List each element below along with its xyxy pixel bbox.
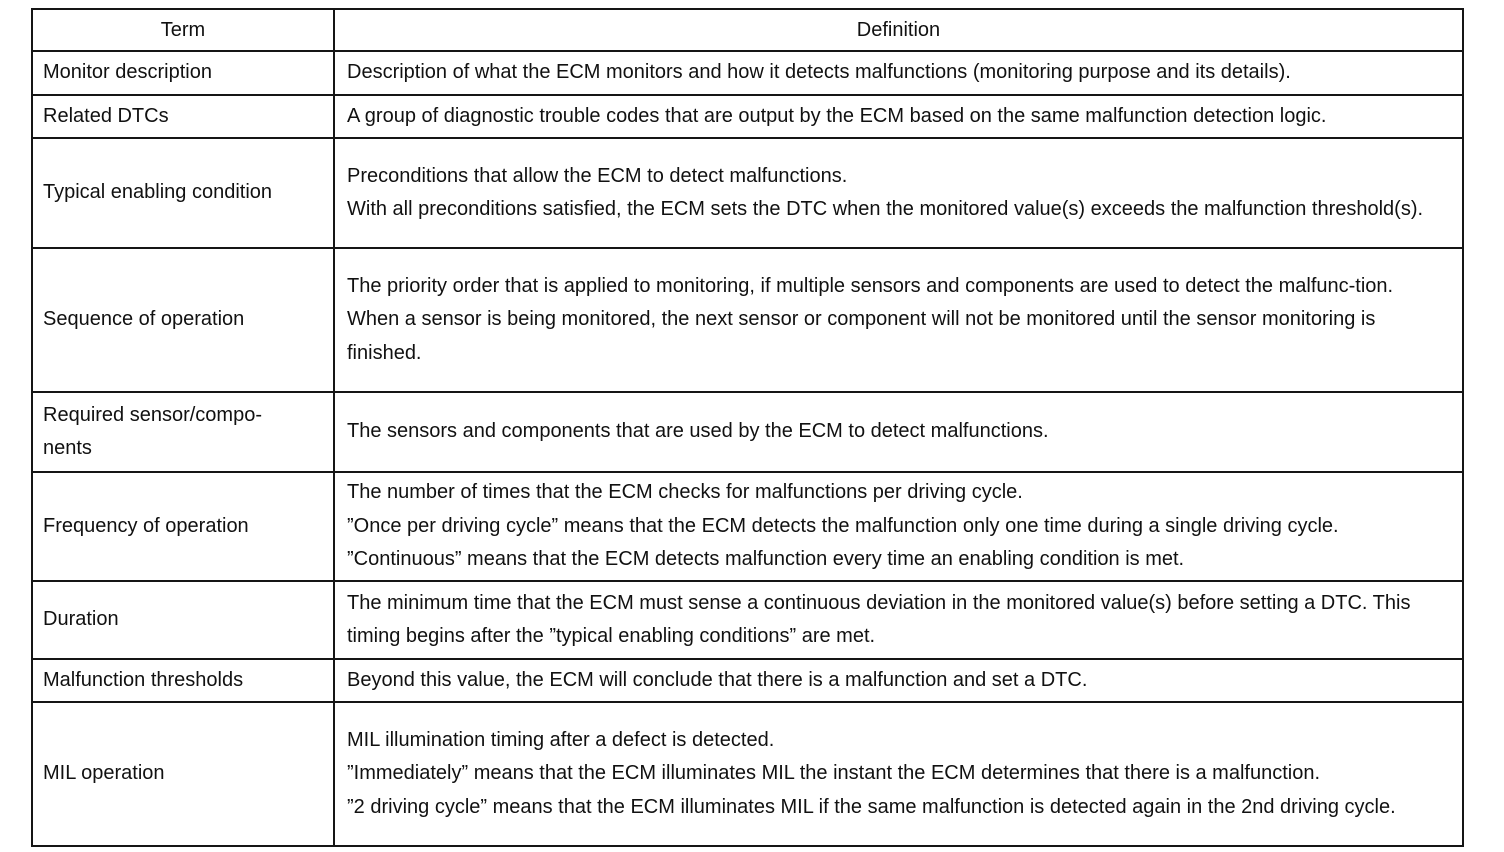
definition-line: ”Immediately” means that the ECM illuminates MIL the instant the ECM determines that there is a malfunction. [347, 762, 1321, 785]
definition-line: The number of times that the ECM checks for malfunctions per driving cycle. [347, 481, 1023, 504]
term-cell: Duration [32, 581, 334, 659]
table-row [32, 392, 1463, 472]
term-cell: Required sensor/compo-nents [32, 392, 334, 472]
definition-cell [334, 702, 1463, 846]
table-row [32, 472, 1463, 581]
definition-line: ”Once per driving cycle” means that the ECM detects the malfunction only one time during a single driving cycle. [347, 514, 1339, 537]
table-row [32, 581, 1463, 659]
term-cell: Sequence of operation [32, 248, 334, 392]
table-row [32, 702, 1463, 846]
header-row [32, 9, 1463, 51]
table-row [32, 659, 1463, 702]
definition-line: With all preconditions satisfied, the ECM sets the DTC when the monitored value(s) exceeds the malfunction threshold(s). [347, 198, 1424, 220]
table-header [32, 9, 1463, 51]
definition-cell [334, 659, 1463, 702]
definition-line: The priority order that is applied to monitoring, if multiple sensors and components are used to detect the malfunc-tion. [347, 274, 1394, 297]
definition-line: The minimum time that the ECM must sense a continuous deviation in the monitored value(s) before setting a DTC. This timing begins after the ”typical enabling conditions” are met. [347, 591, 1411, 647]
header-definition: Definition [334, 9, 1463, 51]
definition-line: Preconditions that allow the ECM to detect malfunctions. [347, 164, 848, 187]
definition-line: The sensors and components that are used by the ECM to detect malfunctions. [347, 420, 1049, 443]
definitions-table [31, 8, 1464, 847]
definition-cell [334, 392, 1463, 472]
term-cell: Malfunction thresholds [32, 659, 334, 702]
term-cell: MIL operation [32, 702, 334, 846]
header-term: Term [32, 9, 334, 51]
definition-line: MIL illumination timing after a defect is detected. [347, 728, 775, 751]
term-cell: Related DTCs [32, 95, 334, 138]
term-cell: Frequency of operation [32, 472, 334, 581]
table-row [32, 51, 1463, 95]
definition-cell [334, 581, 1463, 659]
term-cell: Typical enabling condition [32, 138, 334, 248]
definition-line: When a sensor is being monitored, the next sensor or component will not be monitored until the sensor monitoring is finished. [347, 308, 1376, 364]
definition-cell [334, 51, 1463, 95]
definition-line: Description of what the ECM monitors and how it detects malfunctions (monitoring purpose and its details). [347, 61, 1291, 84]
definition-line: A group of diagnostic trouble codes that are output by the ECM based on the same malfunction detection logic. [347, 104, 1327, 127]
definition-line: ”Continuous” means that the ECM detects malfunction every time an enabling condition is met. [347, 548, 1185, 571]
definition-cell [334, 138, 1463, 248]
table-body [32, 51, 1463, 846]
table-row [32, 95, 1463, 138]
term-cell: Monitor description [32, 51, 334, 95]
definitions-table-container [31, 8, 1462, 847]
definition-line: ”2 driving cycle” means that the ECM illuminates MIL if the same malfunction is detected again in the 2nd driving cycle. [347, 795, 1396, 818]
definition-cell [334, 95, 1463, 138]
definition-line: Beyond this value, the ECM will conclude that there is a malfunction and set a DTC. [347, 668, 1088, 691]
definition-cell [334, 472, 1463, 581]
table-row [32, 248, 1463, 392]
table-row [32, 138, 1463, 248]
definition-cell [334, 248, 1463, 392]
